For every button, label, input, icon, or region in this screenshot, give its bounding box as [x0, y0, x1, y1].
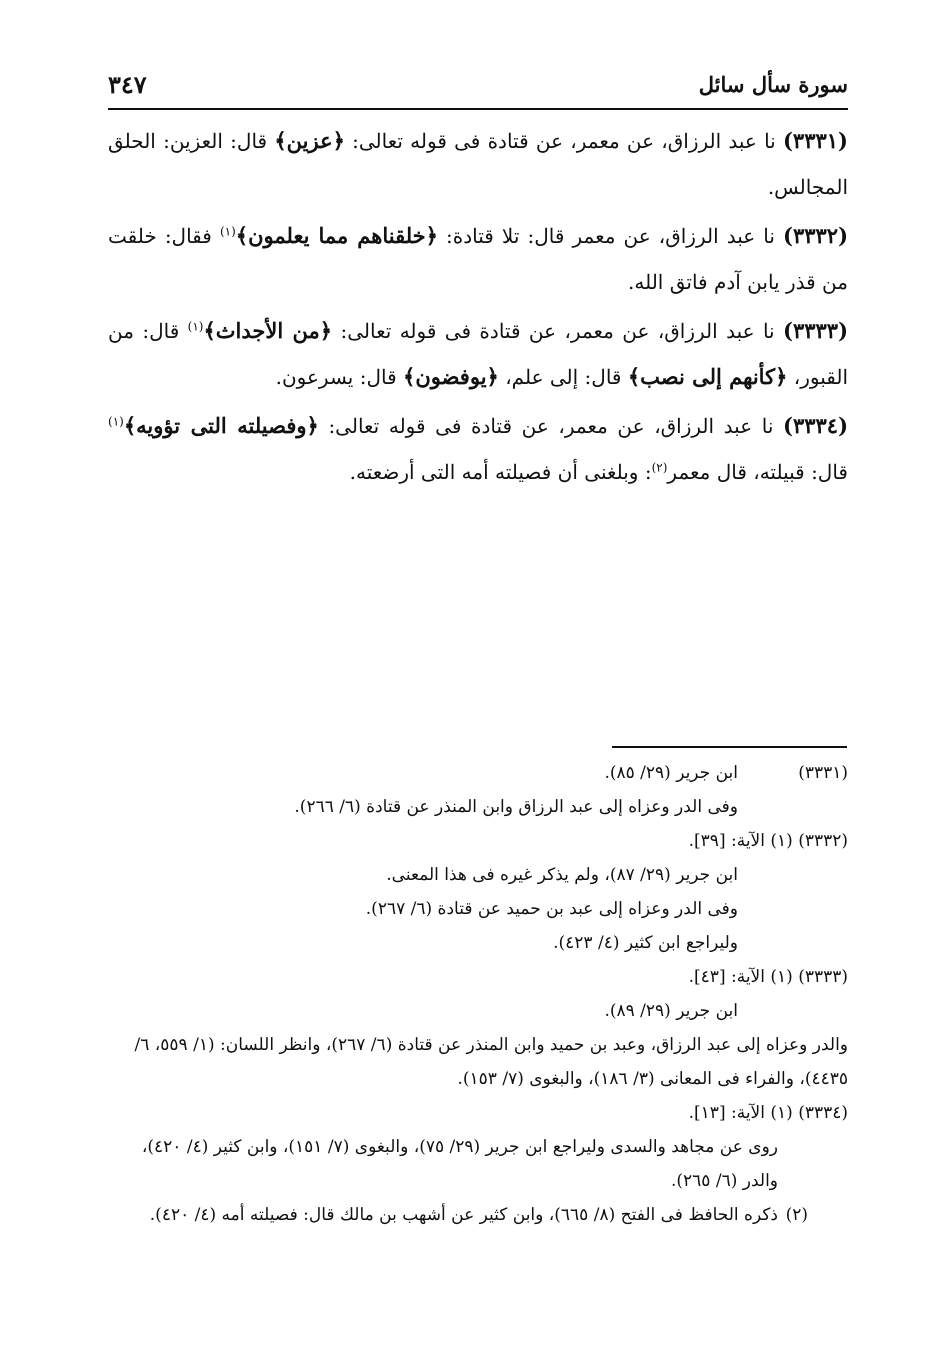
quran-quote: ﴿كأنهم إلى نصب﴾ [627, 364, 788, 389]
entry-text: قال: قبيلته، قال معمر [667, 460, 848, 484]
footnote-line: ابن جرير (٢٩/ ٨٧)، ولم يذكر غيره فى هذا المعنى. [386, 865, 738, 885]
entry-text: نا عبد الرزاق، عن معمر، عن قتادة فى قوله تعالى: [318, 414, 783, 438]
hadith-entry [108, 118, 848, 210]
footnote [108, 824, 848, 858]
footnote-ref: (٣٣٣٤) (١) الآية: [١٣]. [688, 1103, 848, 1123]
entry-number: (٣٣٣١) [782, 128, 848, 153]
entry-text: نا عبد الرزاق، عن معمر قال: تلا قتادة: [437, 224, 784, 248]
footnote-marker: (١) [108, 414, 124, 429]
quran-quote: ﴿وفصيلته التى تؤويه﴾ [123, 413, 319, 438]
footnote [108, 994, 848, 1096]
footnote-marker: (١) [187, 319, 204, 334]
quran-quote: ﴿عزين﴾ [274, 128, 345, 153]
hadith-entry [108, 308, 848, 400]
footnote [108, 858, 848, 960]
entry-text: قال: يسرعون. [275, 365, 404, 389]
entry-text: قال: من القبور، [108, 319, 848, 389]
footnote-marker: (٢) [651, 460, 668, 475]
footnote [108, 1096, 848, 1130]
footnote-ref: (٣٣٣١) [798, 763, 848, 783]
entry-number: (٣٣٣٤) [783, 413, 848, 438]
page-header [108, 66, 848, 106]
entry-text: قال: العزين: الحلق المجالس. [108, 129, 848, 199]
surah-title: سورة سأل سائل [698, 72, 848, 97]
entry-text: : وبلغنى أن فصيلته أمه التى أرضعته. [349, 460, 652, 484]
hadith-entries [108, 118, 848, 498]
quran-quote: ﴿يوفضون﴾ [403, 364, 499, 389]
entry-number: (٣٣٣٢) [783, 223, 849, 248]
page-number: ٣٤٧ [108, 70, 147, 99]
footnote-line: والدر وعزاه إلى عبد الرزاق، وعبد بن حميد وابن المنذر عن قتادة (٦/ ٢٦٧)، وانظر اللسان: (١/ ٥٥٩، ٦/ ٤٤٣٥)، والفراء فى المعانى (٣/ ١٨٦)، والبغوى (٧/ ١٥٣). [134, 1035, 848, 1089]
footnote-line: وفى الدر وعزاه إلى عبد الرزاق وابن المنذر عن قتادة (٦/ ٢٦٦). [294, 797, 738, 817]
quran-quote: ﴿من الأجداث﴾ [203, 318, 333, 343]
hadith-entry [108, 403, 848, 495]
footnote-line: ابن جرير (٢٩/ ٨٥). [604, 763, 738, 783]
footnote-ref: (٣٣٣٢) (١) الآية: [٣٩]. [688, 831, 848, 851]
entry-text: نا عبد الرزاق، عن معمر، عن قتادة فى قوله تعالى: [332, 319, 784, 343]
footnote-line: ذكره الحافظ فى الفتح (٨/ ٦٦٥)، وابن كثير عن أشهب بن مالك قال: فصيلته أمه (٤/ ٤٢٠). [149, 1205, 778, 1225]
footnotes [108, 756, 848, 1232]
footnote-ref: (٢) [785, 1205, 808, 1225]
entry-text: نا عبد الرزاق، عن معمر، عن قتادة فى قوله تعالى: [344, 129, 783, 153]
entry-text: قال: إلى علم، [498, 365, 628, 389]
header-divider [108, 108, 848, 110]
quran-quote: ﴿خلقناهم مما يعلمون﴾ [235, 223, 438, 248]
hadith-entry [108, 213, 848, 305]
footnote-divider [612, 746, 847, 748]
entry-text: فقال: خلقت من قذر يابن آدم فاتق الله. [108, 224, 848, 294]
footnote-line: وليراجع ابن كثير (٤/ ٤٢٣). [553, 933, 738, 953]
footnote-line: ابن جرير (٢٩/ ٨٩). [604, 1001, 738, 1021]
footnote-line: وفى الدر وعزاه إلى عبد بن حميد عن قتادة (٦/ ٢٦٧). [365, 899, 738, 919]
footnote-ref: (٣٣٣٣) (١) الآية: [٤٣]. [688, 967, 848, 987]
footnote [108, 756, 848, 824]
footnote [108, 960, 848, 994]
footnote-marker: (١) [219, 224, 236, 239]
footnote [108, 1130, 848, 1198]
footnote [108, 1198, 848, 1232]
footnote-line: روى عن مجاهد والسدى وليراجع ابن جرير (٢٩/ ٧٥)، والبغوى (٧/ ١٥١)، وابن كثير (٤/ ٤٢٠)، والدر (٦/ ٢٦٥). [141, 1137, 778, 1191]
entry-number: (٣٣٣٣) [783, 318, 849, 343]
